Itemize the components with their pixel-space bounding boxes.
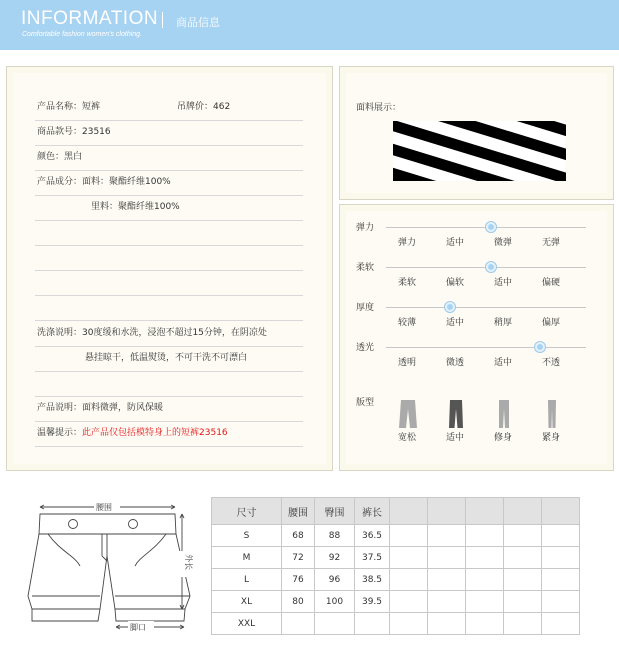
divider (35, 371, 303, 372)
header-size: 尺寸 (212, 498, 282, 525)
empty-cell (542, 613, 580, 635)
product-info-panel (6, 66, 333, 471)
shorts-measurement-diagram (20, 496, 210, 646)
elasticity-option: 无弹 (542, 238, 561, 248)
hip-cell: 92 (315, 547, 355, 569)
hip-cell: 100 (315, 591, 355, 613)
table-row (212, 547, 580, 569)
size-table-header (212, 498, 580, 525)
transparency-label: 透光 (356, 343, 375, 353)
wash-instructions-2: 悬挂晾干，低温熨烫，不可干洗不可漂白 (85, 353, 248, 363)
length-measure-label: 外长 (184, 554, 193, 570)
regular-pants-icon (446, 399, 466, 429)
divider (35, 195, 303, 196)
softness-option: 适中 (494, 278, 513, 288)
divider (35, 120, 303, 121)
empty-cell (466, 525, 504, 547)
header-empty (390, 498, 428, 525)
loose-pants-icon (398, 399, 418, 429)
size-table (211, 497, 580, 635)
softness-label: 柔软 (356, 263, 375, 273)
fabric-label: 面料展示： (356, 103, 402, 113)
transparency-option: 适中 (494, 358, 513, 368)
warm-tip-text: 此产品仅包括模特身上的短裤23516 (82, 428, 228, 438)
hip-cell: 88 (315, 525, 355, 547)
size-cell: XL (212, 591, 282, 613)
empty-cell (390, 613, 428, 635)
softness-option: 偏软 (446, 278, 465, 288)
tight-pants-icon (542, 399, 562, 429)
divider (35, 396, 303, 397)
transparency-option: 微透 (446, 358, 465, 368)
header-length: 裤长 (355, 498, 390, 525)
header-waist: 腰围 (282, 498, 315, 525)
hip-cell (315, 613, 355, 635)
fit-label: 版型 (356, 398, 375, 408)
empty-cell (542, 591, 580, 613)
length-cell: 39.5 (355, 591, 390, 613)
softness-option: 柔软 (398, 278, 417, 288)
length-cell: 38.5 (355, 569, 390, 591)
fit-option: 修身 (494, 433, 513, 443)
table-row (212, 591, 580, 613)
transparency-track (386, 347, 586, 348)
slim-pants-icon (494, 399, 514, 429)
empty-cell (542, 569, 580, 591)
product-model: 商品款号：23516 (37, 127, 111, 137)
softness-knob (486, 262, 496, 272)
fit-option: 紧身 (542, 433, 561, 443)
elasticity-option: 适中 (446, 238, 465, 248)
fabric-swatch-image (393, 121, 566, 181)
empty-cell (466, 547, 504, 569)
empty-cell (466, 591, 504, 613)
empty-cell (428, 613, 466, 635)
waist-measure-label: 腰围 (96, 503, 112, 512)
waist-cell (282, 613, 315, 635)
fit-option: 宽松 (398, 433, 417, 443)
thickness-knob (445, 302, 455, 312)
waist-cell: 76 (282, 569, 315, 591)
empty-cell (466, 569, 504, 591)
attributes-panel (339, 204, 614, 471)
fabric-panel (339, 66, 614, 200)
empty-cell (428, 525, 466, 547)
thickness-option: 较薄 (398, 318, 417, 328)
product-color: 颜色：黑白 (37, 152, 83, 162)
divider (35, 320, 303, 321)
attributes-inner (346, 211, 607, 464)
divider (35, 245, 303, 246)
table-row (212, 525, 580, 547)
length-cell: 37.5 (355, 547, 390, 569)
length-cell (355, 613, 390, 635)
empty-cell (542, 547, 580, 569)
empty-cell (428, 591, 466, 613)
size-cell: S (212, 525, 282, 547)
header-tagline: Comfortable fashion women's clothing. (22, 31, 143, 38)
empty-cell (542, 525, 580, 547)
empty-cell (428, 547, 466, 569)
warm-tip-label: 温馨提示： (37, 428, 83, 438)
divider (35, 446, 303, 447)
length-cell: 36.5 (355, 525, 390, 547)
empty-cell (428, 569, 466, 591)
header-empty (466, 498, 504, 525)
header-subtitle: 商品信息 (176, 16, 220, 29)
header-title: INFORMATION (21, 8, 159, 29)
product-name: 产品名称：短裤 (37, 102, 101, 112)
softness-option: 偏硬 (542, 278, 561, 288)
transparency-option: 透明 (398, 358, 417, 368)
elasticity-knob (486, 222, 496, 232)
divider (35, 270, 303, 271)
empty-cell (504, 547, 542, 569)
header-separator (162, 12, 163, 28)
table-row (212, 569, 580, 591)
product-lining: 里料：聚酯纤维100% (91, 202, 180, 212)
product-composition: 产品成分：面料：聚酯纤维100% (37, 177, 171, 187)
thickness-track (386, 307, 586, 308)
empty-cell (504, 569, 542, 591)
header-empty (428, 498, 466, 525)
size-cell: XXL (212, 613, 282, 635)
fit-option: 适中 (446, 433, 465, 443)
thickness-label: 厚度 (356, 303, 375, 313)
empty-cell (504, 613, 542, 635)
divider (35, 220, 303, 221)
hip-cell: 96 (315, 569, 355, 591)
elasticity-label: 弹力 (356, 223, 375, 233)
empty-cell (504, 525, 542, 547)
empty-cell (504, 591, 542, 613)
divider (35, 145, 303, 146)
waist-cell: 72 (282, 547, 315, 569)
warm-tip (37, 428, 228, 439)
divider (35, 295, 303, 296)
empty-cell (390, 547, 428, 569)
header-hip: 臀围 (315, 498, 355, 525)
thickness-option: 稍厚 (494, 318, 513, 328)
thickness-option: 适中 (446, 318, 465, 328)
header-empty (542, 498, 580, 525)
header-banner (0, 0, 619, 50)
waist-cell: 80 (282, 591, 315, 613)
tag-price: 吊牌价：462 (177, 102, 231, 112)
elasticity-option: 弹力 (398, 238, 417, 248)
divider (35, 346, 303, 347)
transparency-option: 不透 (542, 358, 561, 368)
product-description: 产品说明：面料微弹，防风保暖 (37, 403, 164, 413)
header-empty (504, 498, 542, 525)
waist-cell: 68 (282, 525, 315, 547)
divider (35, 421, 303, 422)
empty-cell (466, 613, 504, 635)
table-row (212, 613, 580, 635)
size-cell: M (212, 547, 282, 569)
empty-cell (390, 591, 428, 613)
empty-cell (390, 569, 428, 591)
wash-instructions-1: 洗涤说明：30度缓和水洗，浸泡不超过15分钟，在阴凉处 (37, 328, 267, 338)
size-cell: L (212, 569, 282, 591)
empty-cell (390, 525, 428, 547)
thickness-option: 偏厚 (542, 318, 561, 328)
hem-measure-label: 脚口 (130, 623, 146, 632)
elasticity-option: 微弹 (494, 238, 513, 248)
divider (35, 170, 303, 171)
